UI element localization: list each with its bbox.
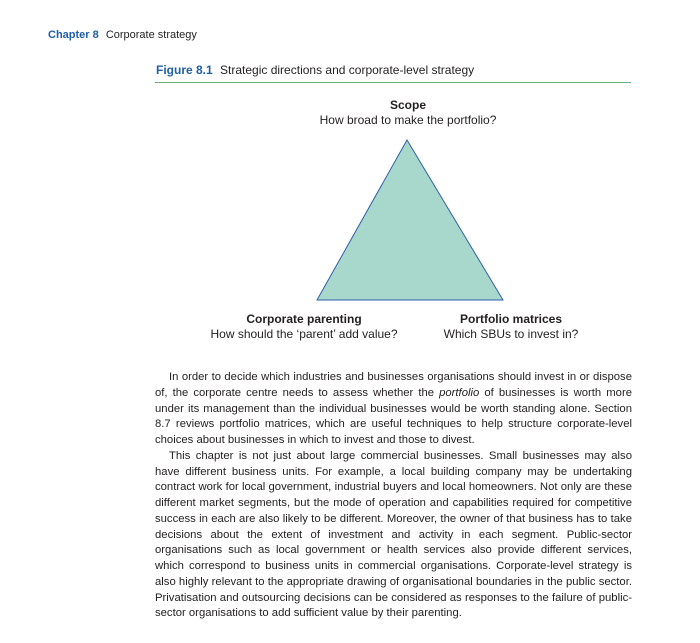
corporate-parenting-question: How should the ‘parent’ add value? [210, 327, 398, 341]
scope-question: How broad to make the portfolio? [319, 113, 497, 127]
corporate-parenting-title: Corporate parenting [246, 312, 362, 326]
emphasis-portfolio: portfolio [439, 386, 480, 399]
figure-title: Strategic directions and corporate-level strategy [220, 63, 475, 77]
portfolio-matrices-label [444, 312, 579, 342]
scope-label [320, 98, 497, 128]
paragraph-2: This chapter is not just about large commercial businesses. Small businesses may also have different business units. For example, a local building company may be undertaking contract work for local government, industrial buyers and local homeowners. Not only are these different market segments, but the mode of operation and capabilities required for competitive success in each are also likely to be different. Moreover, the owner of that business has to take decisions about the extent of investment and activity in each segment. Public-sector organisations such as local government or health services also provide different services, which correspond to business units in commercial organisations. Corporate-level strategy is also highly relevant to the appropriate drawing of organisational boundaries in the public sector. Privatisation and outsourcing decisions can be considered as responses to the failure of public-sector organisations to add sufficient value by their parenting. [155, 449, 632, 620]
body-text [155, 370, 632, 622]
portfolio-matrices-title: Portfolio matrices [459, 312, 563, 326]
corporate-parenting-label [210, 312, 397, 342]
chapter-number: Chapter 8 [48, 29, 99, 41]
figure-number: Figure 8.1 [156, 63, 213, 77]
portfolio-matrices-question: Which SBUs to invest in? [443, 327, 579, 341]
paragraph-1: In order to decide which industries and businesses organisations should invest in or dispose of, the corporate centre needs to assess whether the portfolio of businesses is worth more under its management than the individual businesses would be worth standing alone. Section 8.7 reviews portfolio matrices, which are useful techniques to help structure corporate-level choices about businesses in which to invest and those to divest. [155, 371, 633, 446]
strategy-triangle [317, 140, 503, 300]
chapter-title: Corporate strategy [105, 29, 197, 41]
scope-title: Scope [389, 98, 427, 112]
